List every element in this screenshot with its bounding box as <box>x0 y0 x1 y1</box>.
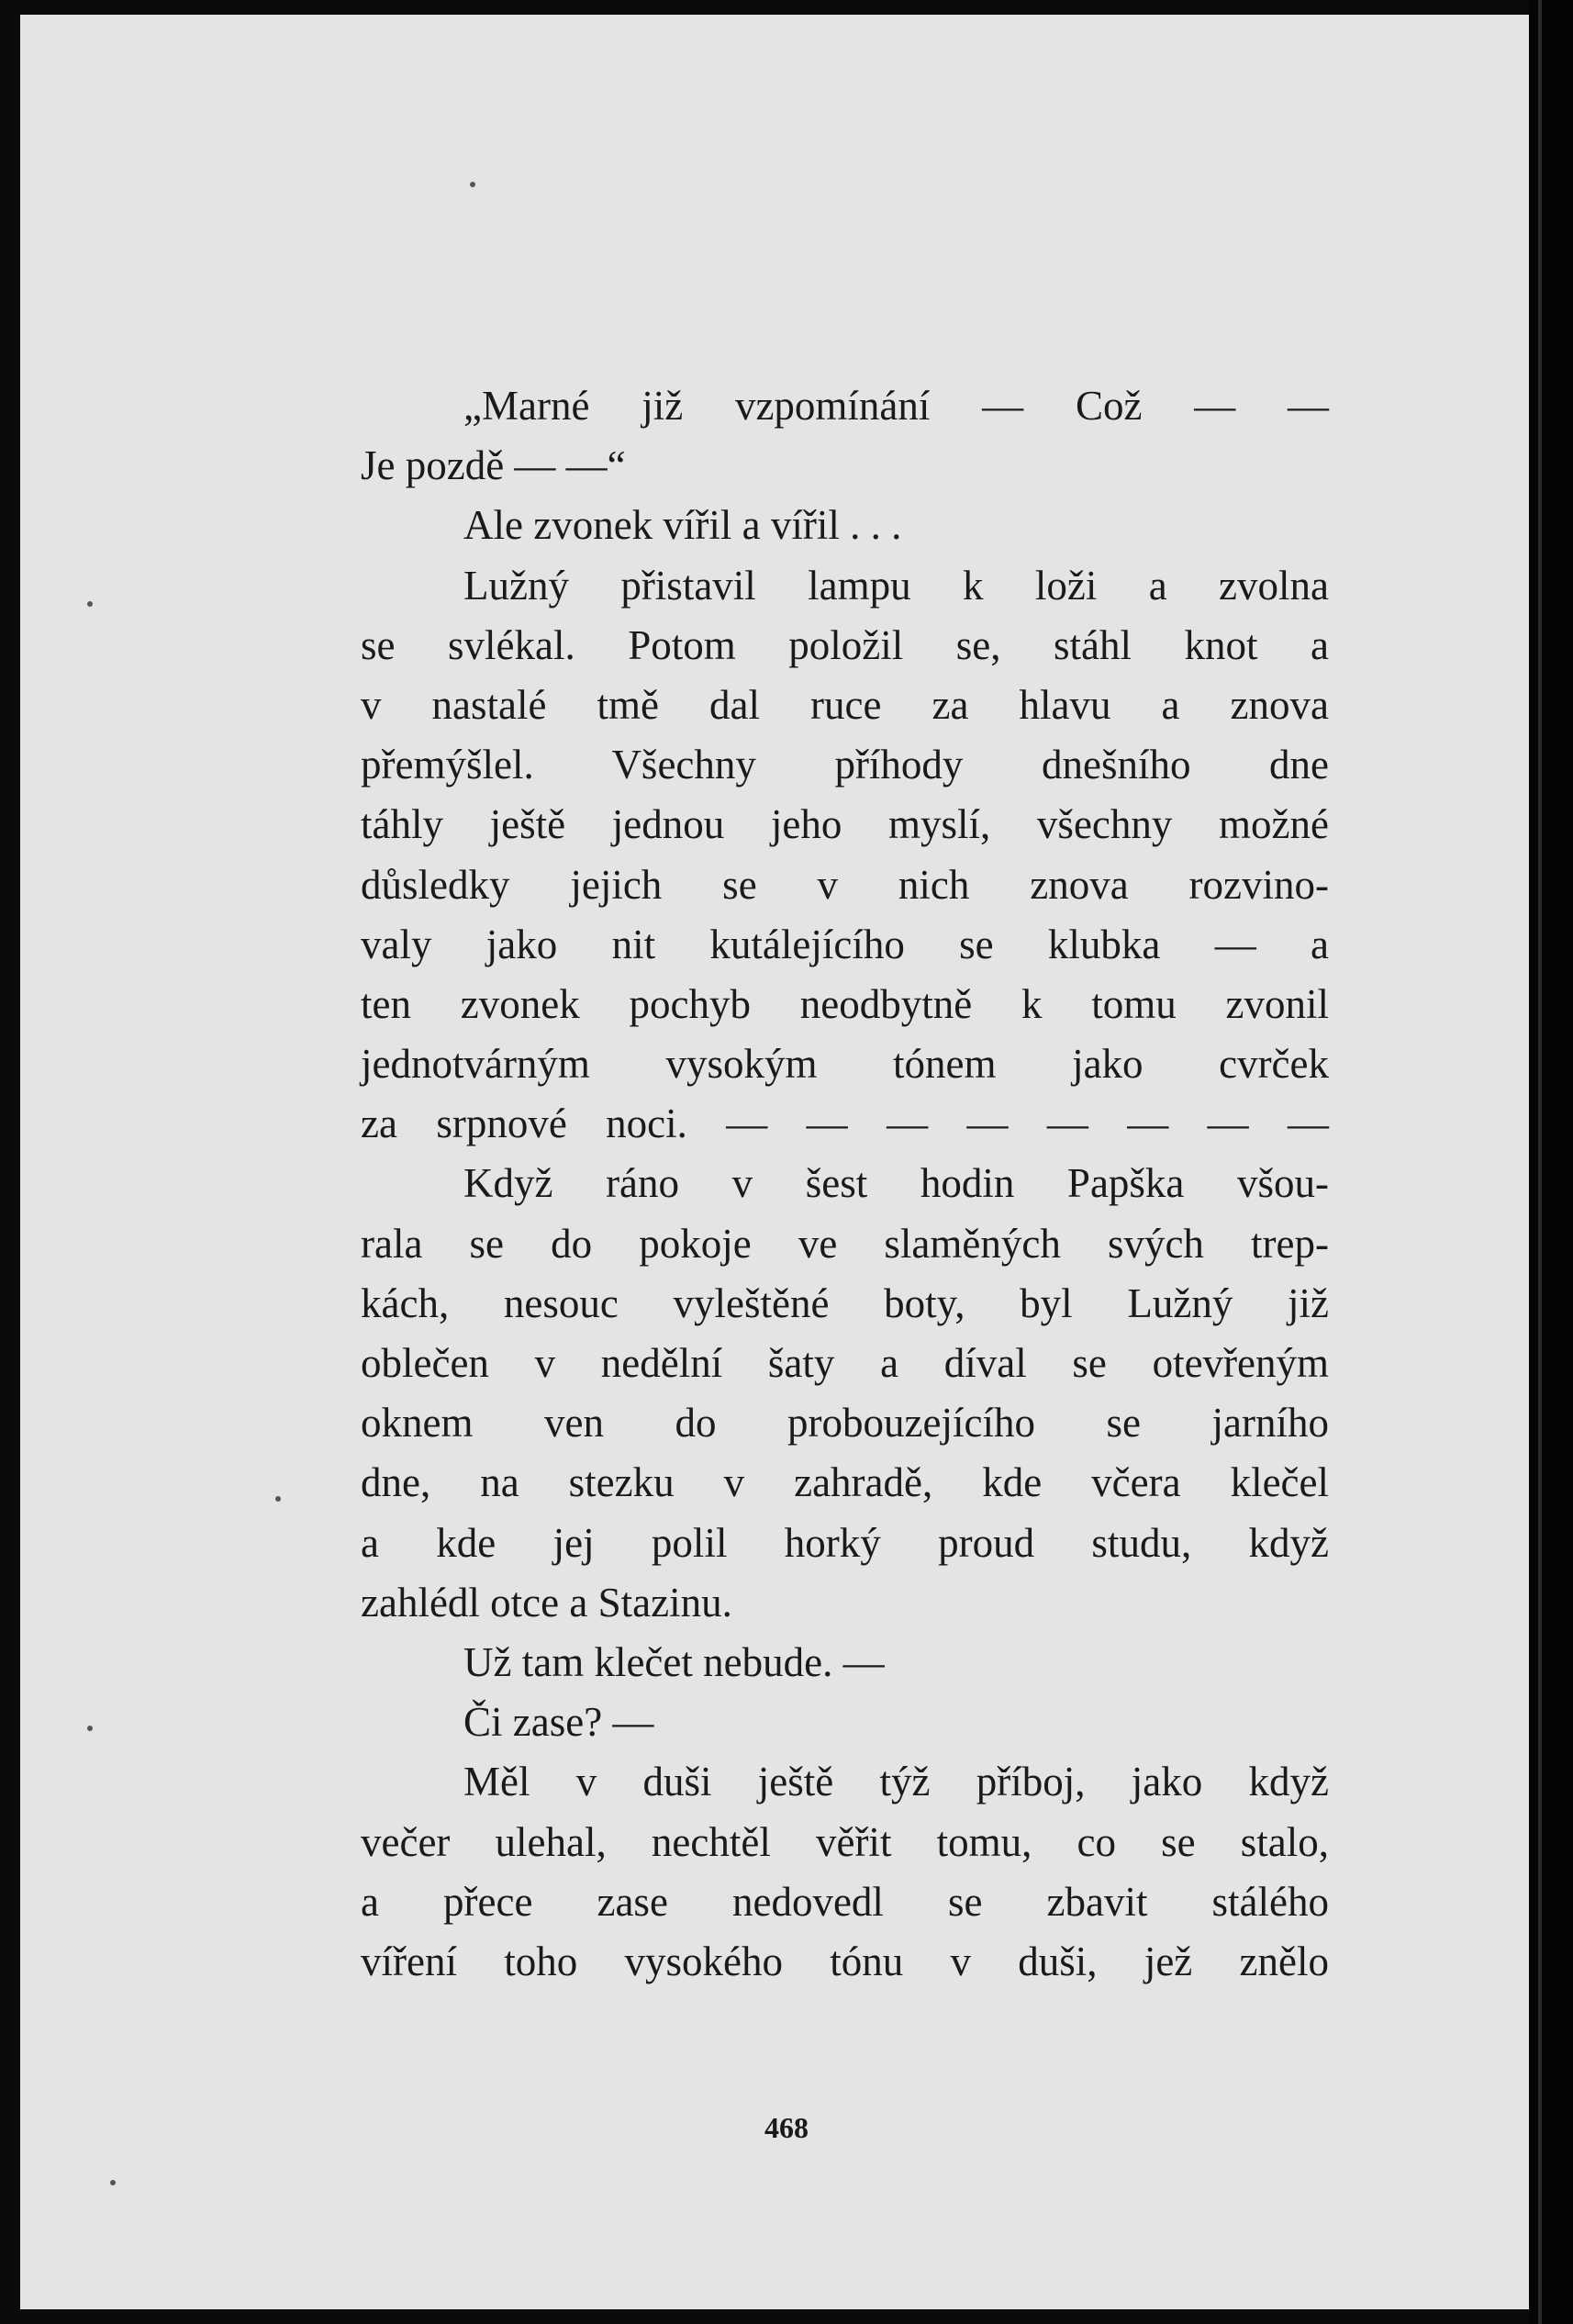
page-edge-line <box>1538 0 1542 2324</box>
text-line: „Marné již vzpomínání — Což — — <box>463 383 1329 429</box>
text-line: důsledky jejich se v nich znova rozvino- <box>361 861 1329 908</box>
text-line: večer ulehal, nechtěl věřit tomu, co se stalo, <box>361 1818 1329 1865</box>
paper-speck <box>470 182 475 187</box>
paper-speck <box>110 2180 116 2185</box>
text-line: v nastalé tmě dal ruce za hlavu a znova <box>361 681 1329 728</box>
body-text <box>361 376 1329 1992</box>
text-line: valy jako nit kutálejícího se klubka — a <box>361 921 1329 967</box>
text-line: Měl v duši ještě týž příboj, jako když <box>463 1759 1329 1805</box>
text-line: rala se do pokoje ve slaměných svých trep- <box>361 1220 1329 1267</box>
text-line: Či zase? — <box>463 1699 654 1746</box>
text-line: Když ráno v šest hodin Papška všou- <box>463 1160 1329 1207</box>
paper-speck <box>87 1726 93 1731</box>
text-line: Je pozdě — —“ <box>361 442 626 489</box>
page-edge-shadow <box>1529 0 1573 2324</box>
text-line: se svlékal. Potom položil se, stáhl knot a <box>361 621 1329 668</box>
text-line: táhly ještě jednou jeho myslí, všechny možné <box>361 801 1329 848</box>
text-line: za srpnové noci. — — — — — — — — <box>361 1101 1329 1147</box>
text-line: jednotvárným vysokým tónem jako cvrček <box>361 1041 1329 1088</box>
text-line: ten zvonek pochyb neodbytně k tomu zvonil <box>361 980 1329 1027</box>
page-number: 468 <box>764 2111 809 2144</box>
text-line: přemýšlel. Všechny příhody dnešního dne <box>361 742 1329 788</box>
paper-speck <box>87 601 93 607</box>
text-line: Lužný přistavil lampu k loži a zvolna <box>463 562 1329 609</box>
text-line: kách, nesouc vyleštěné boty, byl Lužný již <box>361 1279 1329 1326</box>
text-line: Ale zvonek vířil a vířil . . . <box>463 502 902 549</box>
paper-speck <box>275 1496 281 1502</box>
text-line: oknem ven do probouzejícího se jarního <box>361 1400 1329 1447</box>
text-line: víření toho vysokého tónu v duši, jež znělo <box>361 1938 1329 1984</box>
text-line: zahlédl otce a Stazinu. <box>361 1579 732 1626</box>
text-line: dne, na stezku v zahradě, kde včera klečel <box>361 1459 1329 1506</box>
text-line: a kde jej polil horký proud studu, když <box>361 1519 1329 1566</box>
text-line: a přece zase nedovedl se zbavit stálého <box>361 1878 1329 1925</box>
text-line: Už tam klečet nebude. — <box>463 1638 885 1685</box>
text-line: oblečen v nedělní šaty a díval se otevřeným <box>361 1340 1329 1386</box>
